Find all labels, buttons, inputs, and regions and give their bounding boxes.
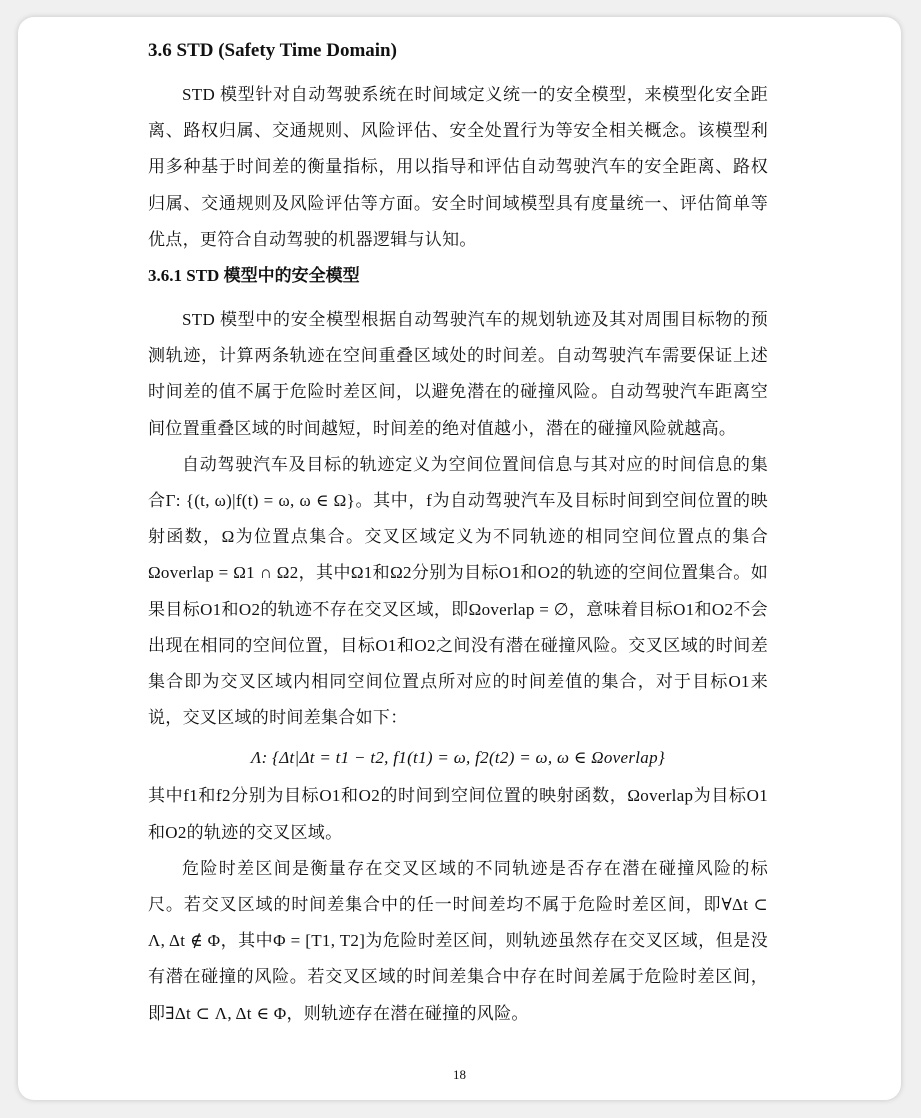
page-content xyxy=(148,37,768,1032)
subsection-paragraph-1: STD 模型中的安全模型根据自动驾驶汽车的规划轨迹及其对周围目标物的预测轨迹，计算两条轨迹在空间重叠区域处的时间差。自动驾驶汽车需要保证上述时间差的值不属于危险时差区间，以避免潜在的碰撞风险。自动驾驶汽车距离空间位置重叠区域的时间越短，时间差的绝对值越小，潜在的碰撞风险就越高。 xyxy=(148,310,768,438)
subsection-paragraph-4: 危险时差区间是衡量存在交叉区域的不同轨迹是否存在潜在碰撞风险的标尺。若交叉区域的时间差集合中的任一时间差均不属于危险时差区间，即∀Δt ⊂ Λ, Δt ∉ Φ，其中Φ = [T1, T2]为危险时差区间，则轨迹虽然存在交叉区域，但是没有潜在碰撞的风险。若交叉区域的时间差集合中存在时间差属于危险时差区间，即∃Δt ⊂ Λ, Δt ∈ Φ，则轨迹存在潜在碰撞的风险。 xyxy=(148,858,768,1023)
page-number: 18 xyxy=(453,1067,466,1082)
subsection-heading: 3.6.1 STD 模型中的安全模型 xyxy=(148,266,360,286)
document-page xyxy=(18,17,901,1100)
subsection-paragraph-2: 自动驾驶汽车及目标的轨迹定义为空间位置间信息与其对应的时间信息的集合Γ: {(t, ω)|f(t) = ω, ω ∈ Ω}。其中，f为自动驾驶汽车及目标时间到空间位置的映射函数，Ω为位置点集合。交叉区域定义为不同轨迹的相同空间位置点的集合Ωoverlap = Ω1 ∩ Ω2，其中Ω1和Ω2分别为目标O1和O2的轨迹的空间位置集合。如果目标O1和O2的轨迹不存在交叉区域，即Ωoverlap = ∅，意味着目标O1和O2不会出现在相同的空间位置，目标O1和O2之间没有潜在碰撞风险。交叉区域的时间差集合即为交叉区域内相同空间位置点所对应的时间差值的集合，对于目标O1来说，交叉区域的时间差集合如下： xyxy=(148,454,768,728)
section-intro-paragraph: STD 模型针对自动驾驶系统在时间域定义统一的安全模型，来模型化安全距离、路权归属、交通规则、风险评估、安全处置行为等安全相关概念。该模型利用多种基于时间差的衡量指标，用以指导和评估自动驾驶汽车的安全距离、路权归属、交通规则及风险评估等方面。安全时间域模型具有度量统一、评估简单等优点，更符合自动驾驶的机器逻辑与认知。 xyxy=(148,85,768,249)
section-heading: 3.6 STD (Safety Time Domain) xyxy=(148,40,397,61)
subsection-paragraph-3: 其中f1和f2分别为目标O1和O2的时间到空间位置的映射函数，Ωoverlap为目标O1和O2的轨迹的交叉区域。 xyxy=(148,786,768,842)
time-difference-formula: Λ: {Δt|Δt = t1 − t2, f1(t1) = ω, f2(t2) = ω, ω ∈ Ωoverlap} xyxy=(251,748,665,768)
